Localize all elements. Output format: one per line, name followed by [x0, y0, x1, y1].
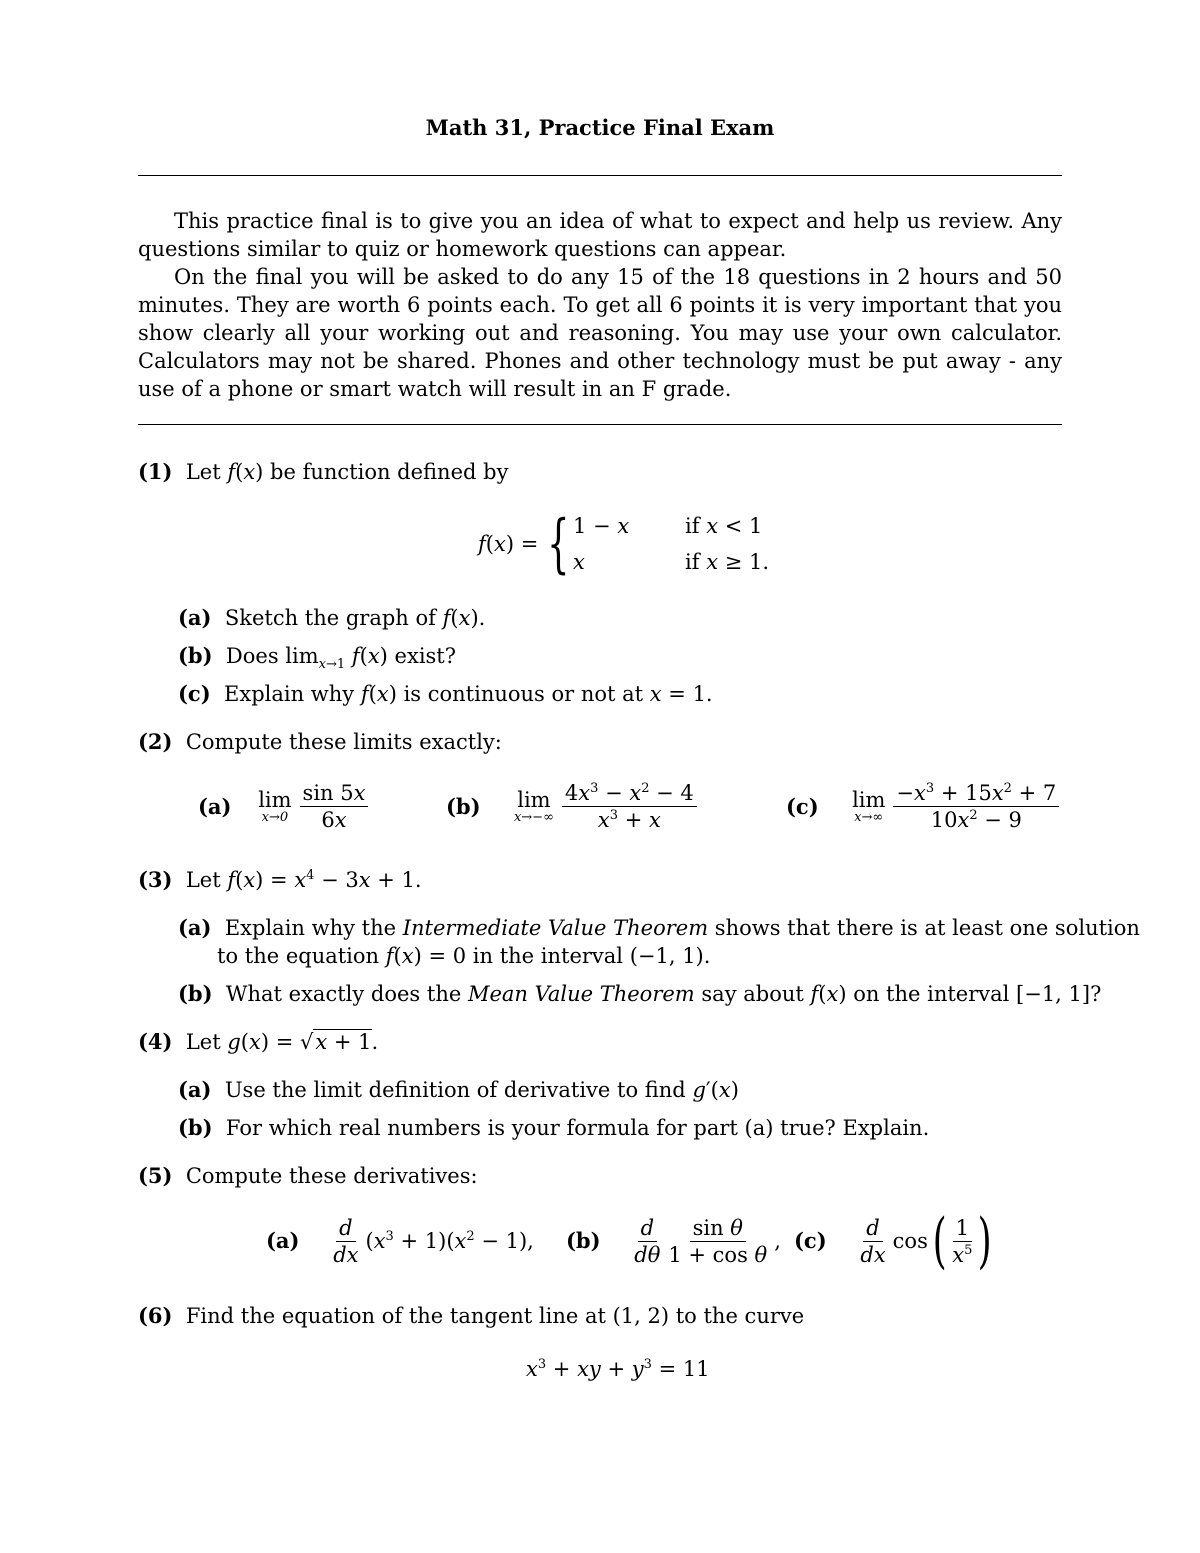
question-text: Let: [185, 460, 221, 484]
question-1c: (c) Explain why f(x) is continuous or not at x = 1.: [178, 681, 713, 706]
page-title: Math 31, Practice Final Exam: [425, 115, 775, 140]
question-1b: (b) Does $\lim_{x\to 1} f(x)$ exist?: [178, 643, 457, 673]
question-3: (3) Let $f(x) = x^4 - 3x + 1$.: [138, 867, 422, 892]
intro-paragraph-1: This practice final is to give you an idea of what to expect and help us review. Any questions similar to quiz or homework questions can appear.: [138, 209, 1062, 261]
question-number: (1): [138, 459, 173, 484]
question-4: (4) Let g(x) = √x + 1.: [138, 1029, 379, 1054]
question-3a: (a) Explain why the Intermediate Value Theorem shows that there is at least one solution: [178, 915, 1140, 940]
limit-c: (c) lim x→∞ $\frac{-x^3 + 15x^2 + 7}{10x^2 - 9}$: [786, 780, 1063, 833]
question-4a: (a) Use the limit definition of derivative to find g′(x): [178, 1077, 739, 1102]
intro-section: [138, 207, 1062, 403]
limit-a: (a) lim x→0 $\frac{\sin 5x}{6x}$: [198, 780, 372, 833]
question-3a-line2: to the equation f(x) = 0 in the interval (−1, 1).: [217, 944, 711, 968]
question-4b: (b) For which real numbers is your formula for part (a) true? Explain.: [178, 1115, 930, 1140]
question-6: (6) Find the equation of the tangent line at (1, 2) to the curve: [138, 1303, 805, 1328]
question-1: (1) Let f(x) be function defined by: [138, 459, 509, 484]
limit-b: (b) lim x→−∞ $\frac{4x^3 - x^2 - 4}{x^3 + x}$: [446, 780, 701, 833]
question-text: be function defined by: [270, 460, 509, 484]
derivative-b: (b) $\frac{d}{d\theta}$ $\frac{\text{sin θ}}{\text{1 + cos θ}}$ ,: [566, 1215, 781, 1267]
piecewise-function: f(x) = { 1 − x if x < 1 x if x ≥ 1.: [478, 507, 770, 581]
question-1a: (a) Sketch the graph of f(x).: [178, 605, 486, 630]
question-5: (5) Compute these derivatives:: [138, 1163, 478, 1188]
question-3b: (b) What exactly does the Mean Value Theorem say about f(x) on the interval [−1, 1]?: [178, 981, 1102, 1006]
intro-paragraph-2: On the final you will be asked to do any 15 of the 18 questions in 2 hours and 50 minutes. They are worth 6 points each. To get all 6 points it is very important that you show clearly all your working out and reasoning. You may use your own calculator. Calculators may not be shared. Phones and other technology must be put away - any use of a phone or smart watch will result in an F grade.: [138, 265, 1062, 401]
top-divider: [138, 175, 1062, 176]
question-2: (2) Compute these limits exactly:: [138, 729, 502, 754]
bottom-divider: [138, 424, 1062, 425]
derivative-c: (c) $\frac{d}{dx}$ cos ( $\frac{1}{x^5}$ ): [794, 1206, 993, 1276]
derivative-a: (a) $\frac{d}{dx}$ $(x^3 + 1)(x^2 - 1)$,: [266, 1215, 534, 1267]
curve-equation: $x^3$ + xy + $y^3 = 11$: [526, 1357, 710, 1381]
